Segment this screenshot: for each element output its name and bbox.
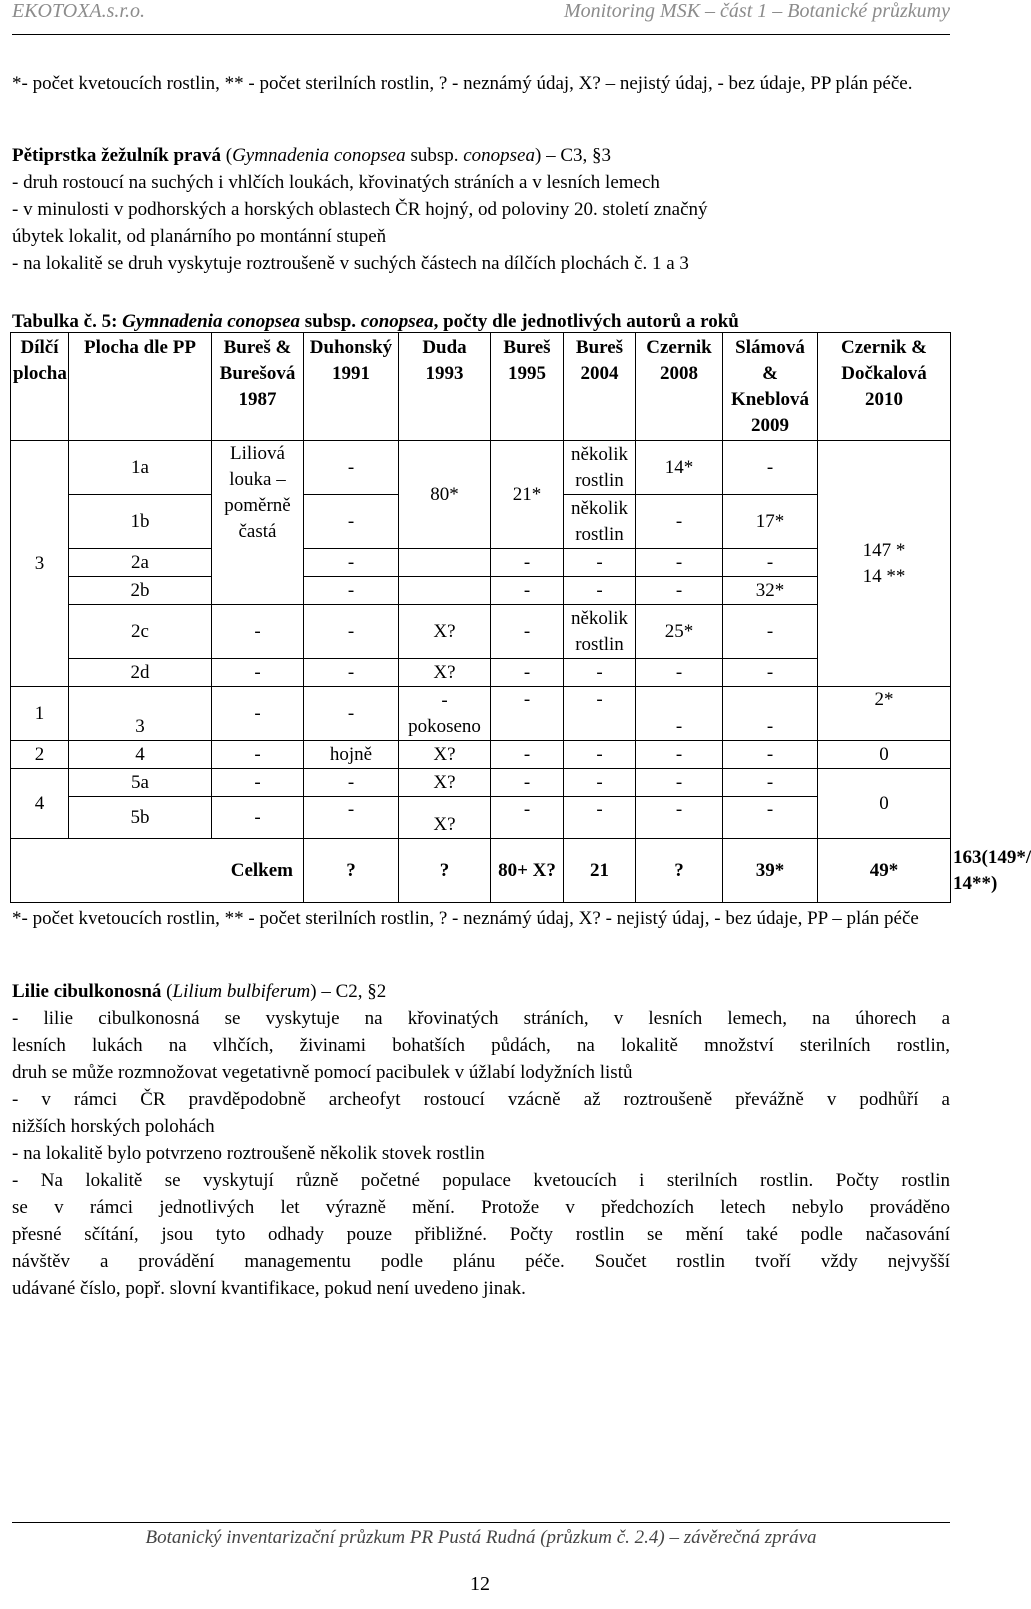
lilium-line: - v rámci ČR pravděpodobně archeofyt rostoucí vzácně až roztroušeně převážně v podhůří a [12, 1089, 950, 1110]
table-cell: 5b [69, 797, 212, 839]
col-header: Bureš 1995 [491, 333, 564, 441]
table-cell: - [636, 741, 723, 769]
counts-table [10, 332, 1031, 903]
document-title: Monitoring MSK – část 1 – Botanické průzkumy [563, 0, 950, 22]
table-cell: 3 [11, 441, 69, 687]
table-cell: několik rostlin [564, 605, 636, 659]
table-cell: 1b [69, 495, 212, 549]
table-cell: - [636, 577, 723, 605]
table-cell: - [723, 797, 818, 839]
table-cell: 80* [399, 441, 491, 549]
lilium-section [12, 978, 950, 1302]
table-cell: 2b [69, 577, 212, 605]
col-header: Dílčí plocha [11, 333, 69, 441]
gymnadenia-line: - na lokalitě se druh vyskytuje roztroušeně v suchých částech na dílčích plochách č. 1 a 3 [12, 253, 689, 274]
lilium-line: - na lokalitě bylo potvrzeno roztroušeně několik stovek rostlin [12, 1143, 485, 1164]
table-cell: X? [399, 797, 491, 839]
table-cell: - [564, 577, 636, 605]
table-cell: 17* [723, 495, 818, 549]
table-cell: 3 [69, 687, 212, 741]
lilium-line: - lilie cibulkonosná se vyskytuje na křovinatých stráních, v lesních lemech, na úhorech a [12, 1008, 950, 1029]
table-cell: - [636, 797, 723, 839]
lilium-line: přesné sčítání, jsou tyto odhady pouze přibližné. Počty rostlin se mění také podle načasování [12, 1224, 950, 1245]
page-header [12, 0, 950, 35]
table-cell: - [723, 769, 818, 797]
table-cell: 14* [636, 441, 723, 495]
table-cell: hojně [304, 741, 399, 769]
table-header-row [11, 333, 951, 441]
table-cell: - [491, 797, 564, 839]
table-total-row: Celkem ? ? 80+ X? 21 ? 39* 49* 163(149*/ 14**) [11, 839, 951, 903]
gymnadenia-line: - v minulosti v podhorských a horských oblastech ČR hojný, od poloviny 20. století značný [12, 199, 708, 220]
legend-bottom: *- počet kvetoucích rostlin, ** - počet sterilních rostlin, ? - neznámý údaj, X? - nejistý údaj, - bez údaje, PP – plán péče [12, 908, 919, 929]
table-cell: - [723, 687, 818, 741]
total-cell: ? [636, 839, 723, 903]
table-row [11, 797, 951, 839]
table-cell: - [491, 741, 564, 769]
table-cell: X? [399, 741, 491, 769]
col-header: Duhonský 1991 [304, 333, 399, 441]
total-cell: 80+ X? [491, 839, 564, 903]
gymnadenia-title: Pětiprstka žežulník pravá (Gymnadenia conopsea subsp. conopsea) – C3, §3 [12, 145, 611, 166]
table-cell: 4 [11, 769, 69, 839]
table-cell: 147 * 14 ** [818, 441, 951, 687]
total-cell: 49* [818, 839, 951, 903]
col-header: Bureš & Burešová 1987 [212, 333, 304, 441]
table-cell [399, 549, 491, 577]
col-header: Czernik 2008 [636, 333, 723, 441]
table-cell: - [491, 605, 564, 659]
table-row [11, 687, 951, 741]
table-cell: - [723, 659, 818, 687]
table-cell: - [491, 769, 564, 797]
table-cell: - [723, 741, 818, 769]
gymnadenia-line: - druh rostoucí na suchých i vhlčích loukách, křovinatých stráních a v lesních lemech [12, 172, 660, 193]
total-cell: ? [304, 839, 399, 903]
legend-top: *- počet kvetoucích rostlin, ** - počet sterilních rostlin, ? - neznámý údaj, X? – nejistý údaj, - bez údaje, PP plán péče. [12, 73, 913, 94]
table-row [11, 549, 951, 577]
table-row [11, 577, 951, 605]
table-cell: - [564, 769, 636, 797]
table-caption: Tabulka č. 5: Gymnadenia conopsea subsp. conopsea, počty dle jednotlivých autorů a roků [12, 311, 739, 332]
table-cell: 5a [69, 769, 212, 797]
table-cell: - [564, 549, 636, 577]
total-cell: 21 [564, 839, 636, 903]
lilium-line: - Na lokalitě se vyskytují různě početné populace kvetoucích i sterilních rostlin. Počty rostlin [12, 1170, 950, 1191]
table-cell: - [304, 687, 399, 741]
col-header: Plocha dle PP [69, 333, 212, 441]
table-cell: 4 [69, 741, 212, 769]
table-row [11, 441, 951, 495]
table-cell: X? [399, 769, 491, 797]
table-cell: 2* [818, 687, 951, 741]
table-cell: 1 [11, 687, 69, 741]
table-cell: 0 [818, 769, 951, 839]
table-cell: - [304, 769, 399, 797]
total-label: Celkem [11, 839, 304, 903]
table-cell: 2c [69, 605, 212, 659]
table-cell: Liliová louka – poměrně častá [212, 441, 304, 605]
table-cell: - [636, 495, 723, 549]
table-cell: - [304, 605, 399, 659]
table-cell: několik rostlin [564, 495, 636, 549]
table-cell: - [212, 797, 304, 839]
table-cell: - [636, 769, 723, 797]
lilium-line: udávané číslo, popř. slovní kvantifikace, pokud není uvedeno jinak. [12, 1278, 526, 1299]
table-cell: X? [399, 659, 491, 687]
col-header: Duda 1993 [399, 333, 491, 441]
table-cell: 32* [723, 577, 818, 605]
lilium-line: druh se může rozmnožovat vegetativně pomocí pacibulek v úžlabí lodyžních listů [12, 1062, 633, 1083]
col-header: Slámová & Kneblová 2009 [723, 333, 818, 441]
table-cell: - [491, 577, 564, 605]
col-header: Czernik & Dočkalová 2010 [818, 333, 951, 441]
table-cell: - [564, 687, 636, 741]
table-cell: 2d [69, 659, 212, 687]
table-cell: - [564, 659, 636, 687]
table-cell: 2a [69, 549, 212, 577]
lilium-line: nižších horských polohách [12, 1116, 215, 1137]
table-cell: - [491, 549, 564, 577]
table-cell: - [723, 549, 818, 577]
table-cell: - [212, 605, 304, 659]
table-cell: - [212, 687, 304, 741]
table-cell: - [304, 659, 399, 687]
table-cell: 2 [11, 741, 69, 769]
table-cell: - [491, 659, 564, 687]
lilium-line: návštěv a provádění managementu podle plánu péče. Součet rostlin tvoří vždy nejvyšší [12, 1251, 950, 1272]
table-row [11, 659, 951, 687]
table-cell: X? [399, 605, 491, 659]
page-number: 12 [470, 1573, 490, 1595]
table-cell: - [304, 797, 399, 839]
table-cell: - [212, 741, 304, 769]
page-footer: Botanický inventarizační průzkum PR Pustá Rudná (průzkum č. 2.4) – závěrečná zpráva [12, 1522, 950, 1549]
table-cell: - [304, 495, 399, 549]
gymnadenia-line: úbytek lokalit, od planárního po montánní stupeň [12, 226, 387, 247]
table-cell: 0 [818, 741, 951, 769]
table-row [11, 769, 951, 797]
table-cell: 1a [69, 441, 212, 495]
table-cell: - [212, 659, 304, 687]
total-cell: 39* [723, 839, 818, 903]
table-cell: - [636, 659, 723, 687]
company-name: EKOTOXA.s.r.o. [12, 0, 145, 22]
table-cell: - [491, 687, 564, 741]
table-cell: - [564, 797, 636, 839]
table-row [11, 605, 951, 659]
table-cell: - [636, 549, 723, 577]
table-cell: - [304, 577, 399, 605]
table-cell: několik rostlin [564, 441, 636, 495]
table-cell: - [636, 687, 723, 741]
lilium-title: Lilie cibulkonosná (Lilium bulbiferum) – C2, §2 [12, 981, 387, 1002]
table-cell: 25* [636, 605, 723, 659]
gymnadenia-section [12, 142, 950, 277]
table-cell: - [564, 741, 636, 769]
lilium-line: se v rámci jednotlivých let výrazně mění. Protože v předchozích letech nebylo prováděno [12, 1197, 950, 1218]
table-cell: - [212, 769, 304, 797]
table-cell: 21* [491, 441, 564, 549]
table-cell [399, 577, 491, 605]
table-row [11, 741, 951, 769]
lilium-line: lesních lukách na vlhčích, živinami bohatších půdách, na lokalitě množství sterilních rostlin, [12, 1035, 950, 1056]
table-cell: - [723, 441, 818, 495]
table-cell: - [304, 441, 399, 495]
table-cell: - [723, 605, 818, 659]
table-cell: - pokoseno [399, 687, 491, 741]
table-cell: - [304, 549, 399, 577]
col-header: Bureš 2004 [564, 333, 636, 441]
total-cell: ? [399, 839, 491, 903]
